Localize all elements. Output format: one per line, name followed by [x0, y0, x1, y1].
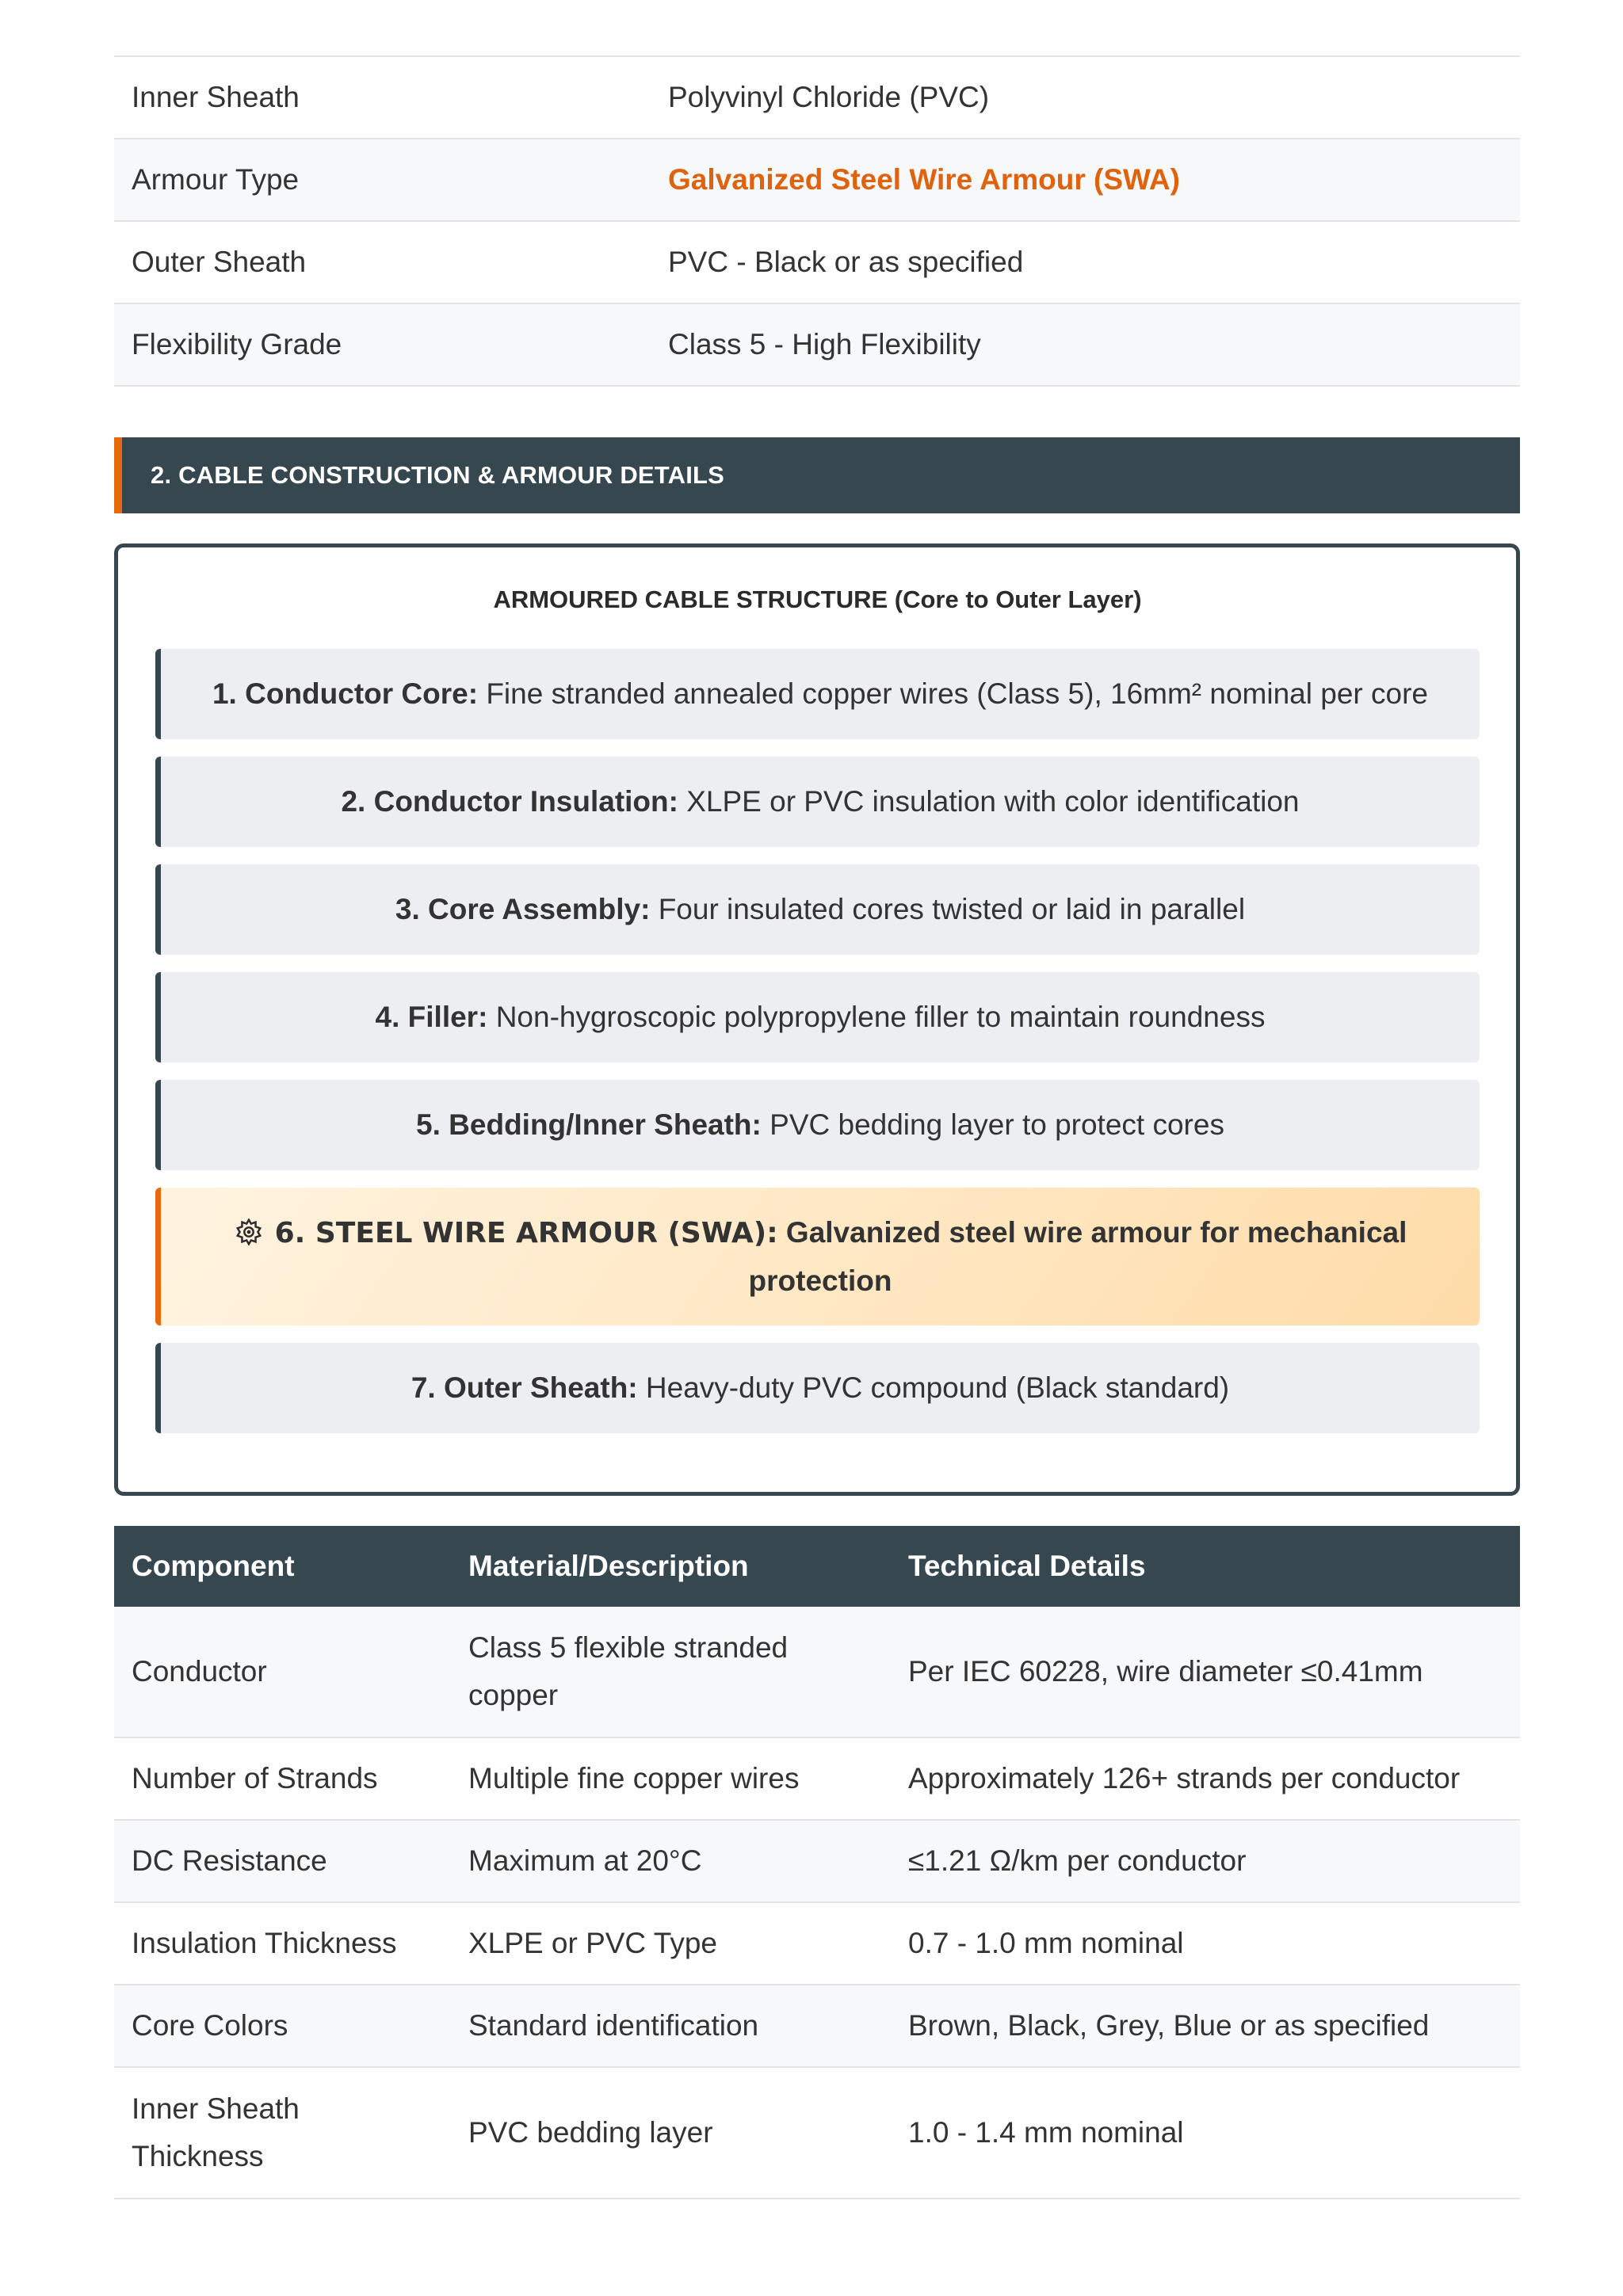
spec-value: PVC - Black or as specified — [651, 221, 1520, 303]
cable-spec-table — [114, 55, 1520, 387]
table-row — [114, 1902, 1520, 1985]
cable-structure-box — [114, 543, 1520, 1496]
table-row — [114, 1737, 1520, 1820]
layer-filler — [155, 972, 1480, 1062]
layer-conductor-core — [155, 649, 1480, 739]
spec-label: Armour Type — [114, 139, 651, 221]
layer-text: Non-hygroscopic polypropylene filler to maintain roundness — [495, 1001, 1266, 1033]
layer-steel-wire-armour — [155, 1188, 1480, 1325]
table-header-row — [114, 1526, 1520, 1607]
table-cell: Insulation Thickness — [114, 1902, 451, 1985]
layer-label: 4. Filler: — [375, 1001, 488, 1033]
spec-row — [114, 303, 1520, 386]
spec-value: Class 5 - High Flexibility — [651, 303, 1520, 386]
document-page — [114, 0, 1520, 2199]
section-header — [114, 437, 1520, 513]
layer-bedding — [155, 1080, 1480, 1170]
column-header: Material/Description — [451, 1526, 891, 1607]
spec-row — [114, 139, 1520, 221]
gear-icon — [234, 1217, 264, 1247]
layer-conductor-insulation — [155, 757, 1480, 847]
layer-text: Heavy-duty PVC compound (Black standard) — [645, 1371, 1230, 1404]
layer-text: Galvanized steel wire armour for mechanical protection — [748, 1215, 1407, 1297]
table-cell: 1.0 - 1.4 mm nominal — [891, 2067, 1520, 2199]
table-cell: Inner Sheath Thickness — [114, 2067, 451, 2199]
table-row — [114, 1607, 1520, 1737]
spec-row — [114, 221, 1520, 303]
spec-value-highlight: Galvanized Steel Wire Armour (SWA) — [651, 139, 1520, 221]
column-header: Component — [114, 1526, 451, 1607]
layer-text: Fine stranded annealed copper wires (Class 5), 16mm² nominal per core — [486, 677, 1428, 710]
layer-outer-sheath — [155, 1343, 1480, 1433]
layer-label: 5. Bedding/Inner Sheath: — [416, 1108, 762, 1141]
spec-label: Flexibility Grade — [114, 303, 651, 386]
layer-label: 3. Core Assembly: — [395, 893, 651, 925]
layer-label: 2. Conductor Insulation: — [341, 785, 678, 818]
spec-row — [114, 56, 1520, 139]
layer-label: 6. STEEL WIRE ARMOUR (SWA): — [274, 1216, 778, 1249]
table-cell: Number of Strands — [114, 1737, 451, 1820]
spec-label: Outer Sheath — [114, 221, 651, 303]
table-row — [114, 1820, 1520, 1902]
structure-title: ARMOURED CABLE STRUCTURE (Core to Outer Layer) — [493, 585, 1142, 613]
table-cell: 0.7 - 1.0 mm nominal — [891, 1902, 1520, 1985]
layer-text: Four insulated cores twisted or laid in parallel — [658, 893, 1246, 925]
table-cell: Core Colors — [114, 1985, 451, 2067]
layer-label: 1. Conductor Core: — [212, 677, 479, 710]
table-cell: Multiple fine copper wires — [451, 1737, 891, 1820]
table-cell: ≤1.21 Ω/km per conductor — [891, 1820, 1520, 1902]
table-cell: Class 5 flexible stranded copper — [451, 1607, 891, 1737]
layer-label: 7. Outer Sheath: — [411, 1371, 638, 1404]
table-cell: Standard identification — [451, 1985, 891, 2067]
spec-label: Inner Sheath — [114, 56, 651, 139]
table-cell: Per IEC 60228, wire diameter ≤0.41mm — [891, 1607, 1520, 1737]
table-cell: XLPE or PVC Type — [451, 1902, 891, 1985]
layer-text: PVC bedding layer to protect cores — [769, 1108, 1224, 1141]
component-table — [114, 1526, 1520, 2199]
table-row — [114, 2067, 1520, 2199]
table-cell: DC Resistance — [114, 1820, 451, 1902]
table-cell: Approximately 126+ strands per conductor — [891, 1737, 1520, 1820]
table-cell: PVC bedding layer — [451, 2067, 891, 2199]
spec-value: Polyvinyl Chloride (PVC) — [651, 56, 1520, 139]
table-cell: Maximum at 20°C — [451, 1820, 891, 1902]
section-title: 2. CABLE CONSTRUCTION & ARMOUR DETAILS — [151, 461, 725, 489]
table-row — [114, 1985, 1520, 2067]
column-header: Technical Details — [891, 1526, 1520, 1607]
table-cell: Conductor — [114, 1607, 451, 1737]
layer-core-assembly — [155, 864, 1480, 955]
layer-text: XLPE or PVC insulation with color identification — [686, 785, 1300, 818]
table-cell: Brown, Black, Grey, Blue or as specified — [891, 1985, 1520, 2067]
